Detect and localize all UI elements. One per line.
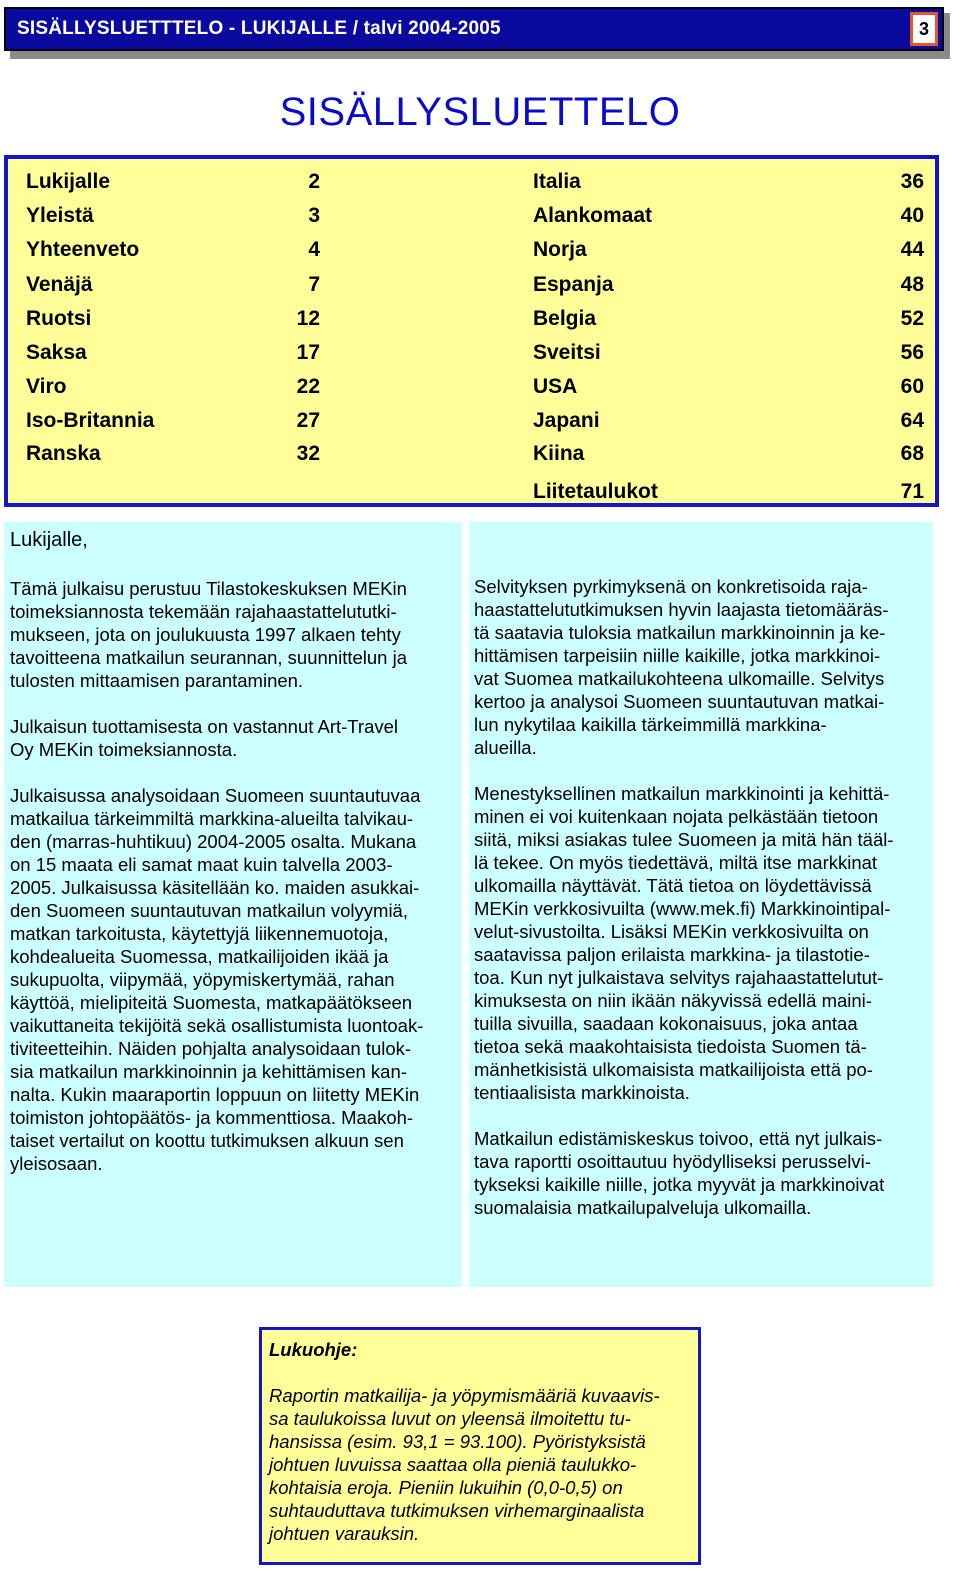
toc-entry[interactable] — [533, 170, 924, 200]
toc-entry-page: 40 — [900, 204, 924, 227]
toc-entry[interactable] — [533, 480, 924, 510]
toc-entry-label: Liitetaulukot — [533, 480, 658, 503]
text-line: käyttöä, mielipiteitä Suomesta, matkapäätökseen — [10, 992, 413, 1013]
toc-entry-page: 48 — [900, 273, 924, 296]
text-line: vaikuttaneita tekijöitä sekä osallistumista luontoak- — [10, 1015, 424, 1036]
text-line: johtuen varauksin. — [269, 1523, 420, 1544]
toc-entry[interactable] — [533, 409, 924, 439]
toc-entry-page: 36 — [900, 170, 924, 193]
toc-entry[interactable] — [26, 409, 320, 439]
text-line: den Suomeen suuntautuvan matkailun volyymiä, — [10, 900, 408, 921]
toc-entry-label: Viro — [26, 375, 67, 398]
text-line: johtuen luvuissa saattaa olla pieniä taulukko- — [269, 1454, 637, 1475]
text-line: toa. Kun nyt julkaistava selvitys rajahaastattelutut- — [474, 967, 884, 988]
text-line: toimeksiannosta tekemään rajahaastattelututki- — [10, 601, 397, 622]
toc-entry-label: Yleistä — [26, 204, 94, 227]
toc-entry-label: Alankomaat — [533, 204, 653, 227]
header-bar — [4, 7, 944, 51]
text-line: Oy MEKin toimeksiannosta. — [10, 739, 238, 760]
toc-entry[interactable] — [26, 170, 320, 200]
text-line: sia matkailun markkinoinnin ja kehittämisen kan- — [10, 1061, 407, 1082]
header-title: SISÄLLYSLUETTTELO - LUKIJALLE / talvi 2004-2005 — [17, 18, 501, 39]
text-line: tietoa sekä maakohtaisista tiedoista Suomen tä- — [474, 1036, 867, 1057]
toc-entry[interactable] — [533, 375, 924, 405]
toc-entry[interactable] — [533, 442, 924, 472]
text-line: Raportin matkailija- ja yöpymismääriä kuvaavis- — [269, 1385, 660, 1406]
toc-entry-page: 60 — [900, 375, 924, 398]
intro-text-left — [4, 522, 462, 1287]
toc-entry[interactable] — [26, 375, 320, 405]
toc-entry-label: Sveitsi — [533, 341, 601, 364]
toc-entry-page: 17 — [296, 341, 320, 364]
text-line: siitä, miksi asiakas tulee Suomeen ja mitä hän tääl- — [474, 829, 894, 850]
text-line: minen ei voi kuitenkaan nojata pelkästään tietoon — [474, 806, 879, 827]
toc-entry-page: 3 — [308, 204, 320, 227]
toc-entry[interactable] — [533, 238, 924, 268]
toc-entry-page: 22 — [296, 375, 320, 398]
toc-entry-page: 68 — [900, 442, 924, 465]
text-line: Matkailun edistämiskeskus toivoo, että nyt julkais- — [474, 1128, 883, 1149]
text-line: saatavissa paljon erilaista markkina- ja tilastotie- — [474, 944, 870, 965]
toc-entry-label: Lukijalle — [26, 170, 111, 193]
text-line: velut-sivustoilta. Lisäksi MEKin verkkosivuilta on — [474, 921, 869, 942]
text-line: ulkomailla näyttävät. Tätä tietoa on löydettävissä — [474, 875, 872, 896]
text-line: tiviteetteihin. Näiden pohjalta analysoidaan tulok- — [10, 1038, 412, 1059]
text-line: tava raportti osoittautuu hyödylliseksi perusselvi- — [474, 1151, 871, 1172]
toc-entry-label: Norja — [533, 238, 587, 261]
text-line: Menestyksellinen matkailun markkinointi ja kehittä- — [474, 783, 890, 804]
text-line: lä tekee. On myös tiedettävä, miltä itse markkinat — [474, 852, 878, 873]
toc-entry[interactable] — [26, 273, 320, 303]
text-line: tulosten mittaamisen parantaminen. — [10, 670, 304, 691]
text-line: kertoo ja analysoi Suomeen suuntautuvan matkai- — [474, 691, 885, 712]
text-line: Tämä julkaisu perustuu Tilastokeskuksen MEKin — [10, 578, 407, 599]
toc-entry[interactable] — [26, 442, 320, 472]
text-line: lun nykytilaa kaikilla tärkeimmillä markkina- — [474, 714, 827, 735]
document-title: SISÄLLYSLUETTELO — [279, 90, 681, 134]
text-line: mukseen, jota on joulukuusta 1997 alkaen tehty — [10, 624, 401, 645]
toc-entry-page: 32 — [296, 442, 320, 465]
table-of-contents — [4, 155, 939, 507]
text-line: hansissa (esim. 93,1 = 93.100). Pyöristyksistä — [269, 1431, 646, 1452]
text-line: kohtaisia eroja. Pieniin lukuihin (0,0-0,5) on — [269, 1477, 623, 1498]
text-line: yleisosaan. — [10, 1153, 103, 1174]
text-line: taiset vertailut on koottu tutkimuksen alkuun sen — [10, 1130, 404, 1151]
text-line: Julkaisussa analysoidaan Suomeen suuntautuvaa — [10, 785, 421, 806]
toc-entry-label: Belgia — [533, 307, 597, 330]
toc-entry-page: 44 — [900, 238, 924, 261]
text-line: tentiaalisista markkinoista. — [474, 1082, 690, 1103]
toc-entry-label: Espanja — [533, 273, 614, 296]
toc-entry-label: Venäjä — [26, 273, 93, 296]
greeting: Lukijalle, — [10, 529, 88, 551]
text-line: 2005. Julkaisussa käsitellään ko. maiden asukkai- — [10, 877, 420, 898]
text-line: tavoitteena matkailun seurannan, suunnittelun ja — [10, 647, 407, 668]
text-line: kohdealueita Suomessa, matkailijoiden ikää ja — [10, 946, 389, 967]
text-line: matkan tarkoitusta, käytettyjä liikennemuotoja, — [10, 923, 389, 944]
toc-entry-page: 71 — [900, 480, 924, 503]
toc-entry-label: Iso-Britannia — [26, 409, 155, 432]
toc-entry-label: Italia — [533, 170, 581, 193]
text-line: Julkaisun tuottamisesta on vastannut Art-Travel — [10, 716, 399, 737]
toc-entry-label: Saksa — [26, 341, 87, 364]
toc-entry-page: 4 — [308, 238, 320, 261]
text-line: mänhetkisistä ulkomaisista matkailijoista että po- — [474, 1059, 873, 1080]
toc-entry[interactable] — [26, 204, 320, 234]
toc-entry-page: 27 — [296, 409, 320, 432]
text-line: sa taulukoissa luvut on yleensä ilmoitettu tu- — [269, 1408, 631, 1429]
text-line: hittämisen tarpeisiin niille kaikille, jotka markkinoi- — [474, 645, 881, 666]
page-number: 3 — [910, 12, 938, 46]
toc-entry-label: Japani — [533, 409, 600, 432]
text-line: matkailua tärkeimmiltä markkina-alueilta talvikau- — [10, 808, 414, 829]
text-line: haastattelututkimuksen hyvin laajasta tietomääräs- — [474, 599, 889, 620]
toc-entry-label: Ruotsi — [26, 307, 92, 330]
toc-entry[interactable] — [533, 273, 924, 303]
toc-entry-page: 52 — [900, 307, 924, 330]
text-line: vat Suomea matkailukohteena ulkomaille. Selvitys — [474, 668, 885, 689]
text-line: suomalaisia matkailupalveluja ulkomailla. — [474, 1197, 812, 1218]
toc-entry[interactable] — [533, 341, 924, 371]
text-line: toimiston johtopäätös- ja kommenttiosa. Maakoh- — [10, 1107, 414, 1128]
text-line: nalta. Kukin maaraportin loppuun on liitetty MEKin — [10, 1084, 420, 1105]
text-line: kimuksesta on niin ikään näkyvissä edellä maini- — [474, 990, 872, 1011]
text-line: MEKin verkkosivuilta (www.mek.fi) Markkinointipal- — [474, 898, 891, 919]
toc-entry-page: 12 — [296, 307, 320, 330]
reading-guide-box — [259, 1327, 701, 1565]
text-line: alueilla. — [474, 737, 537, 758]
intro-text-right — [469, 522, 933, 1287]
text-line: tykseksi kaikille niille, jotka myyvät ja markkinoivat — [474, 1174, 885, 1195]
text-line: den (marras-huhtikuu) 2004-2005 osalta. Mukana — [10, 831, 417, 852]
text-line: on 15 maata eli samat maat kuin talvella 2003- — [10, 854, 393, 875]
toc-entry-label: Kiina — [533, 442, 585, 465]
text-line: tä saatavia tuloksia matkailun markkinoinnin ja ke- — [474, 622, 886, 643]
toc-entry-label: Ranska — [26, 442, 101, 465]
text-line: tuilla sivuilla, saadaan kokonaisuus, joka antaa — [474, 1013, 858, 1034]
toc-entry[interactable] — [533, 204, 924, 234]
toc-entry[interactable] — [533, 307, 924, 337]
toc-entry-label: USA — [533, 375, 578, 398]
toc-entry-page: 7 — [308, 273, 320, 296]
toc-entry-page: 64 — [900, 409, 924, 432]
toc-entry[interactable] — [26, 238, 320, 268]
toc-entry[interactable] — [26, 341, 320, 371]
toc-entry-label: Yhteenveto — [26, 238, 140, 261]
text-line: suhtauduttava tutkimuksen virhemarginaalista — [269, 1500, 645, 1521]
reading-guide-title: Lukuohje: — [269, 1339, 358, 1360]
text-line: Selvityksen pyrkimyksenä on konkretisoida raja- — [474, 576, 868, 597]
toc-entry[interactable] — [26, 307, 320, 337]
text-line: sukupuolta, viipymää, yöpymiskertymää, rahan — [10, 969, 395, 990]
toc-entry-page: 56 — [900, 341, 924, 364]
toc-entry-page: 2 — [308, 170, 320, 193]
